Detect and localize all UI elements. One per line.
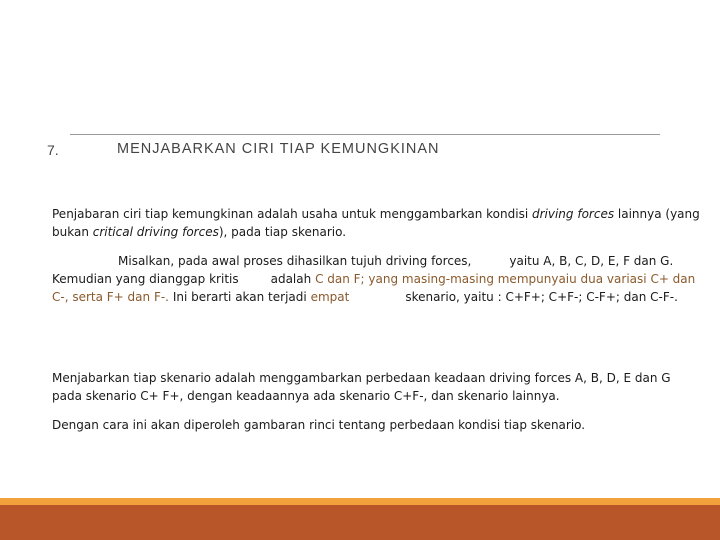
paragraph-text: yaitu A, B, C, D, E, F dan G. Kemudian yang dianggap kritis — [52, 254, 674, 286]
paragraph-definition — [52, 205, 700, 241]
paragraph-text: Misalkan, pada awal proses dihasilkan tujuh driving forces, — [118, 254, 472, 268]
highlight-text: C dan F; yang masing-masing mempunyaiu dua variasi — [315, 272, 647, 286]
paragraph-conclusion: Dengan cara ini akan diperoleh gambaran rinci tentang perbedaan kondisi tiap skenario. — [52, 418, 586, 432]
footer-accent-bar — [0, 498, 720, 505]
paragraph-text: Ini berarti akan terjadi — [172, 290, 307, 304]
paragraph-example — [52, 252, 700, 306]
paragraph-text: adalah — [270, 272, 312, 286]
paragraph-text: skenario, yaitu : C+F+; C+F-; C-F+; dan C-F-. — [405, 290, 678, 304]
section-number: 7. — [47, 142, 59, 158]
paragraph-text: ), pada tiap skenario. — [218, 225, 347, 239]
italic-term: driving forces — [531, 207, 615, 221]
section-title: MENJABARKAN CIRI TIAP KEMUNGKINAN — [117, 141, 440, 157]
highlight-text: C+ dan C-, serta F+ dan F-. — [52, 272, 696, 304]
paragraph-description: Menjabarkan tiap skenario adalah menggambarkan perbedaan keadaan driving forces A, B, D, E dan G pada skenario C+ F+, dengan keadaannya ada skenario C+F-, dan skenario lainnya. — [52, 371, 671, 403]
title-divider — [70, 134, 660, 135]
highlight-text: empat — [310, 290, 350, 304]
italic-term: critical driving forces — [92, 225, 219, 239]
paragraph-text: Penjabaran ciri tiap kemungkinan adalah usaha untuk menggambarkan kondisi — [52, 207, 532, 221]
paragraph-text: lainnya (yang bukan — [52, 207, 700, 239]
footer-bar — [0, 505, 720, 540]
